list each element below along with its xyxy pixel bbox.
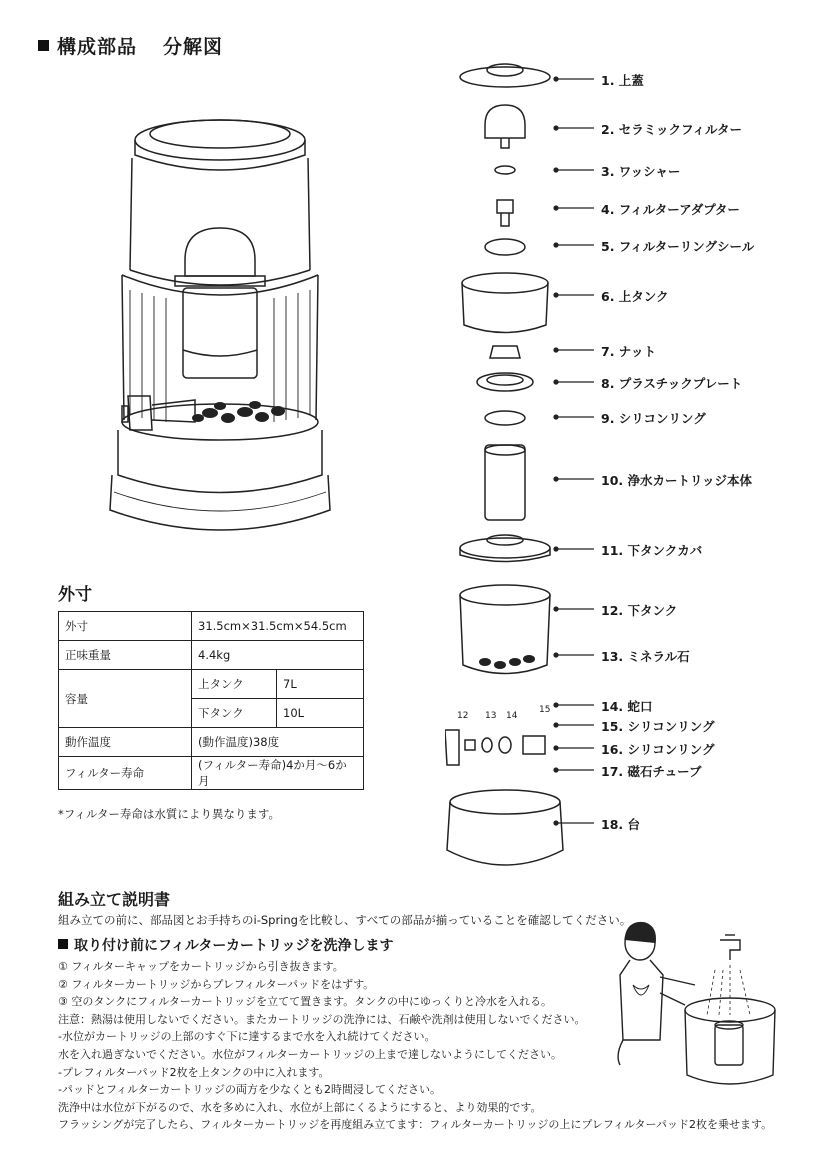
spec-label: 容量	[59, 670, 192, 728]
washing-illustration	[615, 915, 815, 1095]
part-label-7: 7. ナット	[601, 344, 657, 359]
part-label-6: 6. 上タンク	[601, 289, 669, 304]
leader-dot	[554, 723, 558, 727]
section-title-main: 構成部品	[57, 36, 138, 58]
leader-dot	[554, 348, 558, 352]
leader-dot	[554, 653, 558, 657]
part-label-15: 15. シリコンリング	[601, 719, 715, 734]
leader-dot	[554, 380, 558, 384]
spec-label: 外寸	[59, 612, 192, 641]
part-label-3: 3. ワッシャー	[601, 164, 681, 179]
section-title-sub: 分解図	[163, 36, 224, 58]
spec-sublabel: 下タンク	[192, 699, 277, 728]
spec-value: 31.5cm×31.5cm×54.5cm	[192, 612, 364, 641]
spec-value: 10L	[277, 699, 364, 728]
assembly-intro: 組み立ての前に、部品図とお手持ちのi-Springを比較し、すべての部品が揃っていることを確認してください。	[58, 913, 632, 927]
table-row	[59, 641, 364, 670]
part-label-9: 9. シリコンリング	[601, 411, 706, 426]
faucet-number-15: 15	[539, 705, 551, 715]
table-row	[59, 612, 364, 641]
spec-value: 7L	[277, 670, 364, 699]
list-item: -水位がカートリッジの上部のすぐ下に達するまで水を入れ続けてください。	[58, 1030, 436, 1044]
table-row	[59, 757, 364, 790]
part-label-13: 13. ミネラル石	[601, 649, 690, 664]
dimensions-title: 外寸	[58, 585, 92, 605]
leader-dot	[554, 547, 558, 551]
part-label-12: 12. 下タンク	[601, 603, 678, 618]
table-row	[59, 728, 364, 757]
list-item: ③ 空のタンクにフィルターカートリッジを立てて置きます。タンクの中にゆっくりと冷水を入れる。	[58, 995, 552, 1009]
leader-dot	[554, 703, 558, 707]
leader-dot	[554, 293, 558, 297]
assembled-dispenser-illustration	[100, 100, 440, 550]
part-label-14: 14. 蛇口	[601, 699, 653, 714]
leader-dot	[554, 477, 558, 481]
spec-label: 動作温度	[59, 728, 192, 757]
leader-dot	[554, 607, 558, 611]
spec-sublabel: 上タンク	[192, 670, 277, 699]
square-bullet-icon	[58, 939, 68, 949]
leader-dot	[554, 768, 558, 772]
part-label-1: 1. 上蓋	[601, 73, 644, 88]
section-title	[38, 32, 223, 59]
leader-dot	[554, 415, 558, 419]
part-label-8: 8. プラスチックプレート	[601, 376, 743, 391]
part-label-11: 11. 下タンクカバ	[601, 543, 703, 558]
part-label-18: 18. 台	[601, 817, 640, 832]
faucet-number-12: 12	[457, 711, 469, 721]
spec-table	[58, 611, 364, 790]
assembly-title: 組み立て説明書	[58, 890, 171, 909]
list-item: -パッドとフィルターカートリッジの両方を少なくとも2時間浸してください。	[58, 1083, 441, 1097]
part-label-2: 2. セラミックフィルター	[601, 122, 743, 137]
part-label-5: 5. フィルターリングシール	[601, 239, 755, 254]
list-item: ② フィルターカートリッジからプレフィルターパッドをはずす。	[58, 977, 375, 991]
leader-dot	[554, 206, 558, 210]
leader-dot	[554, 821, 558, 825]
part-label-4: 4. フィルターアダプター	[601, 202, 740, 217]
spec-label: フィルター寿命	[59, 757, 192, 790]
table-row	[59, 670, 364, 699]
leader-dot	[554, 126, 558, 130]
leader-dot	[554, 77, 558, 81]
leader-lines	[548, 60, 598, 860]
square-bullet-icon	[38, 40, 49, 51]
faucet-number-13: 13	[485, 711, 497, 721]
list-item: -プレフィルターパッド2枚を上タンクの中に入れます。	[58, 1065, 330, 1079]
list-item: 注意：熱湯は使用しないでください。またカートリッジの洗浄には、石鹸や洗剤は使用しないでください。	[58, 1012, 586, 1026]
leader-dot	[554, 746, 558, 750]
part-label-17: 17. 磁石チューブ	[601, 764, 702, 779]
leader-dot	[554, 243, 558, 247]
spec-label: 正味重量	[59, 641, 192, 670]
wash-title	[58, 935, 393, 955]
spec-value: (動作温度)38度	[192, 728, 364, 757]
leader-dot	[554, 168, 558, 172]
list-item: ① フィルターキャップをカートリッジから引き抜きます。	[58, 960, 344, 973]
list-item: 洗浄中は水位が下がるので、水を多めに入れ、水位が上部にくるようにすると、より効果的です。	[58, 1100, 542, 1114]
list-item: 水を入れ過ぎないでください。水位がフィルターカートリッジの上まで達しないようにしてください。	[58, 1047, 563, 1061]
part-label-16: 16. シリコンリング	[601, 742, 715, 757]
part-label-10: 10. 浄水カートリッジ本体	[601, 473, 752, 488]
wash-title-text: 取り付け前にフィルターカートリッジを洗浄します	[74, 938, 394, 954]
faucet-number-14: 14	[506, 711, 518, 721]
list-item: フラッシングが完了したら、フィルターカートリッジを再度組み立てます：フィルターカートリッジの上にプレフィルターパッド2枚を乗せます。	[58, 1118, 773, 1132]
spec-value: (フィルター寿命)4か月～6か月	[192, 757, 364, 790]
spec-value: 4.4kg	[192, 641, 364, 670]
filter-life-note: *フィルター寿命は水質により異なります。	[58, 807, 280, 821]
